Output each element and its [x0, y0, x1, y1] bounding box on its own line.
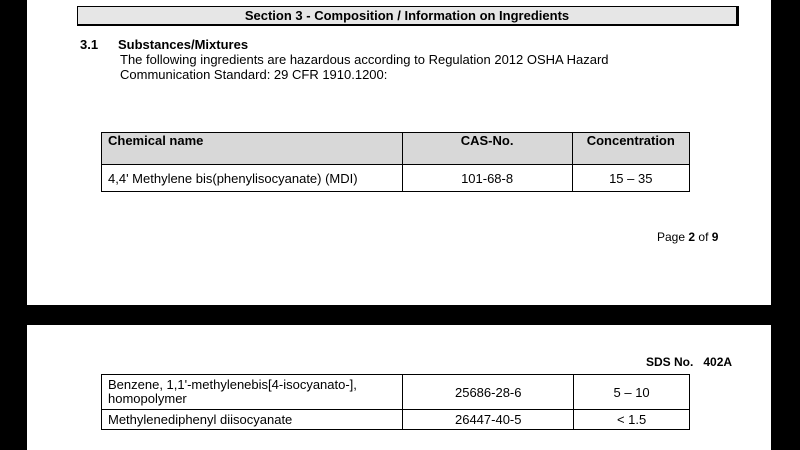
cell-cas-no: 25686-28-6	[403, 375, 574, 410]
section-header: Section 3 - Composition / Information on Ingredients	[77, 6, 739, 26]
header-chemical-name: Chemical name	[102, 133, 403, 165]
subsection-title: Substances/Mixtures	[118, 37, 249, 52]
cell-concentration: < 1.5	[574, 410, 690, 430]
cell-chemical-name: Methylenediphenyl diisocyanate	[102, 410, 403, 430]
cell-concentration: 15 – 35	[572, 165, 689, 192]
cell-concentration: 5 – 10	[574, 375, 690, 410]
document-page-top	[27, 0, 771, 305]
table-row	[102, 375, 690, 410]
table-header-row	[102, 133, 690, 165]
page-of: of	[698, 230, 709, 244]
sds-number	[646, 355, 732, 369]
intro-paragraph: The following ingredients are hazardous according to Regulation 2012 OSHA Hazard Communication Standard: 29 CFR 1910.1200:	[120, 52, 609, 82]
cell-chemical-name: Benzene, 1,1'-methylenebis[4-isocyanato-], homopolymer	[102, 375, 403, 410]
cell-cas-no: 26447-40-5	[403, 410, 574, 430]
document-page-bottom	[27, 325, 771, 450]
cell-cas-no: 101-68-8	[402, 165, 572, 192]
page-label: Page	[657, 230, 686, 244]
table-row	[102, 165, 690, 192]
table-row	[102, 410, 690, 430]
cell-chemical-name: 4,4' Methylene bis(phenylisocyanate) (MDI)	[102, 165, 403, 192]
ingredients-table-continued	[101, 374, 690, 430]
page-current: 2	[688, 230, 696, 244]
sds-value: 402A	[703, 355, 733, 369]
header-concentration: Concentration	[572, 133, 689, 165]
header-cas-no: CAS-No.	[402, 133, 572, 165]
subsection-number: 3.1	[80, 37, 99, 52]
ingredients-table	[101, 132, 690, 192]
page-total: 9	[711, 230, 719, 244]
page-number	[657, 230, 718, 244]
sds-label: SDS No.	[646, 355, 694, 369]
